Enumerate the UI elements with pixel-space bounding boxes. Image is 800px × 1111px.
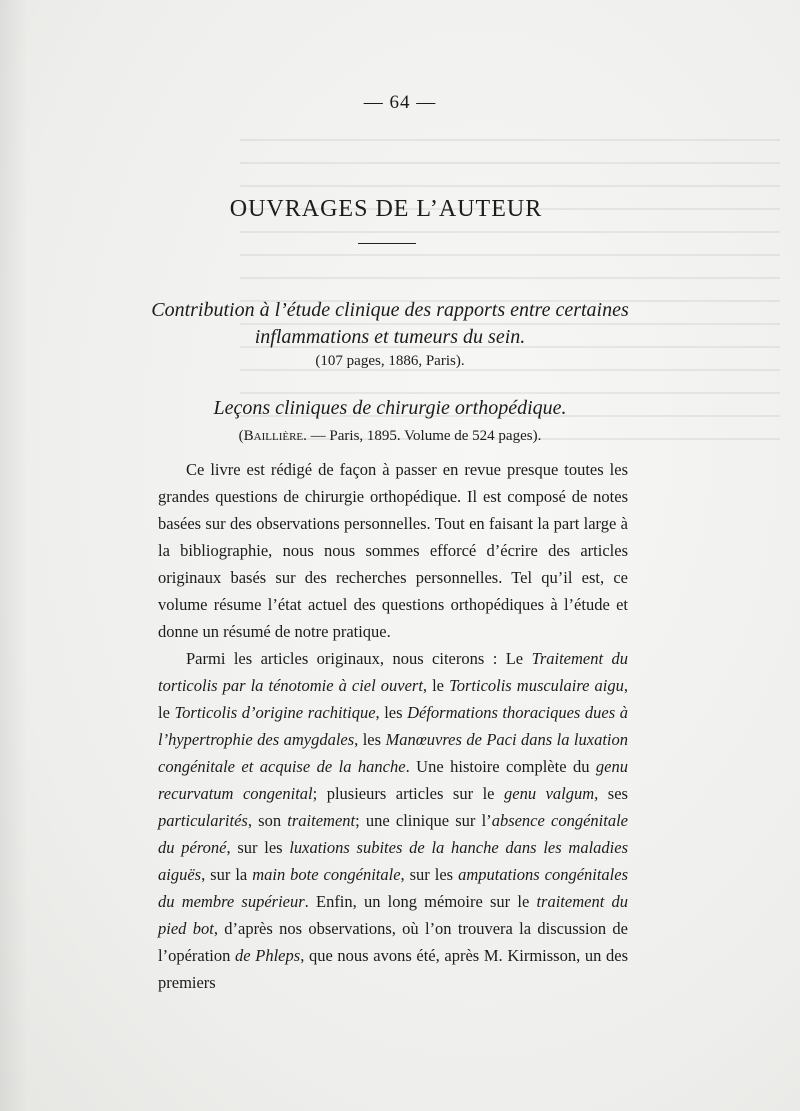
text-run: , sur la	[201, 865, 253, 884]
article-title: amputations congénitales du membre supérieur	[158, 865, 629, 911]
article-title: particularités	[158, 811, 248, 830]
text-run: , les	[375, 703, 408, 722]
article-title: genu recurvatum congenital	[158, 757, 628, 803]
article-title: Manœuvres de Paci dans la luxation congénitale et acquise de la hanche	[158, 730, 628, 776]
work-note-1: (107 pages, 1886, Paris).	[315, 353, 465, 369]
show-through-text	[240, 120, 780, 440]
text-run: Parmi les articles originaux, nous citerons : Le	[186, 649, 532, 668]
section-title: OUVRAGES DE L’AUTEUR	[229, 196, 543, 222]
text-run: , d’après nos observations, où l’on trouvera la discussion de l’opération	[158, 919, 628, 965]
article-title: genu valgum	[504, 784, 595, 803]
text-run: , que nous avons été, après M. Kirmisson, un des premiers	[158, 946, 628, 992]
article-title: absence congénitale du péroné	[158, 811, 628, 857]
body-text	[158, 456, 628, 996]
text-run: , son	[247, 811, 288, 830]
article-title: luxations subites de la hanche dans les maladies aiguës	[158, 838, 628, 884]
article-title: Déformations thoraciques dues à l’hypertrophie des amygdales	[158, 703, 628, 749]
text-run: , sur les	[400, 865, 459, 884]
paragraph-1: Ce livre est rédigé de façon à passer en revue presque toutes les grandes questions de chirurgie orthopédique. Il est composé de notes basées sur des observations personnelles. Tout en faisant la part large à la bibliographie, nous nous sommes efforcé d’écrire des articles originaux basés sur des recherches personnelles. Tel qu’il est, ce volume résume l’état actuel des questions orthopédiques à l’étude et donne un résumé de notre pratique.	[158, 460, 628, 641]
publisher-name: Baillière	[243, 428, 304, 444]
text-run: . Enfin, un long mémoire sur le	[304, 892, 537, 911]
article-title: de Phleps	[235, 946, 301, 965]
article-title: traitement du pied bot	[158, 892, 628, 938]
text-run: , ses	[594, 784, 628, 803]
work-title-1-line2: inflammations et tumeurs du sein.	[254, 326, 526, 348]
work-title-1-line1: Contribution à l’étude clinique des rapports entre certaines	[151, 299, 629, 321]
page-edge-shadow	[0, 0, 28, 1111]
text-run: ; une clinique sur l’	[355, 811, 492, 830]
page-number: — 64 —	[363, 92, 437, 113]
work-title-1	[140, 297, 640, 351]
title-divider	[358, 243, 416, 244]
work-title-2: Leçons cliniques de chirurgie orthopédique.	[213, 397, 567, 419]
text-run: , le	[158, 676, 628, 722]
text-run: , les	[354, 730, 386, 749]
article-title: Torticolis d’origine rachitique	[174, 703, 376, 722]
text-run: , sur les	[226, 838, 290, 857]
work-note-2-prefix: (	[238, 428, 244, 444]
article-title: traitement	[287, 811, 356, 830]
text-run: ; plusieurs articles sur le	[312, 784, 505, 803]
work-note-2-rest: . — Paris, 1895. Volume de 524 pages).	[303, 428, 542, 444]
text-run: , le	[422, 676, 450, 695]
paragraph-2	[158, 645, 628, 996]
article-title: Torticolis musculaire aigu	[449, 676, 624, 695]
article-title: main bote congénitale	[252, 865, 401, 884]
text-run: . Une histoire complète du	[405, 757, 596, 776]
work-note-2	[140, 428, 640, 445]
article-title: Traitement du torticolis par la ténotomie à ciel ouvert	[158, 649, 628, 695]
